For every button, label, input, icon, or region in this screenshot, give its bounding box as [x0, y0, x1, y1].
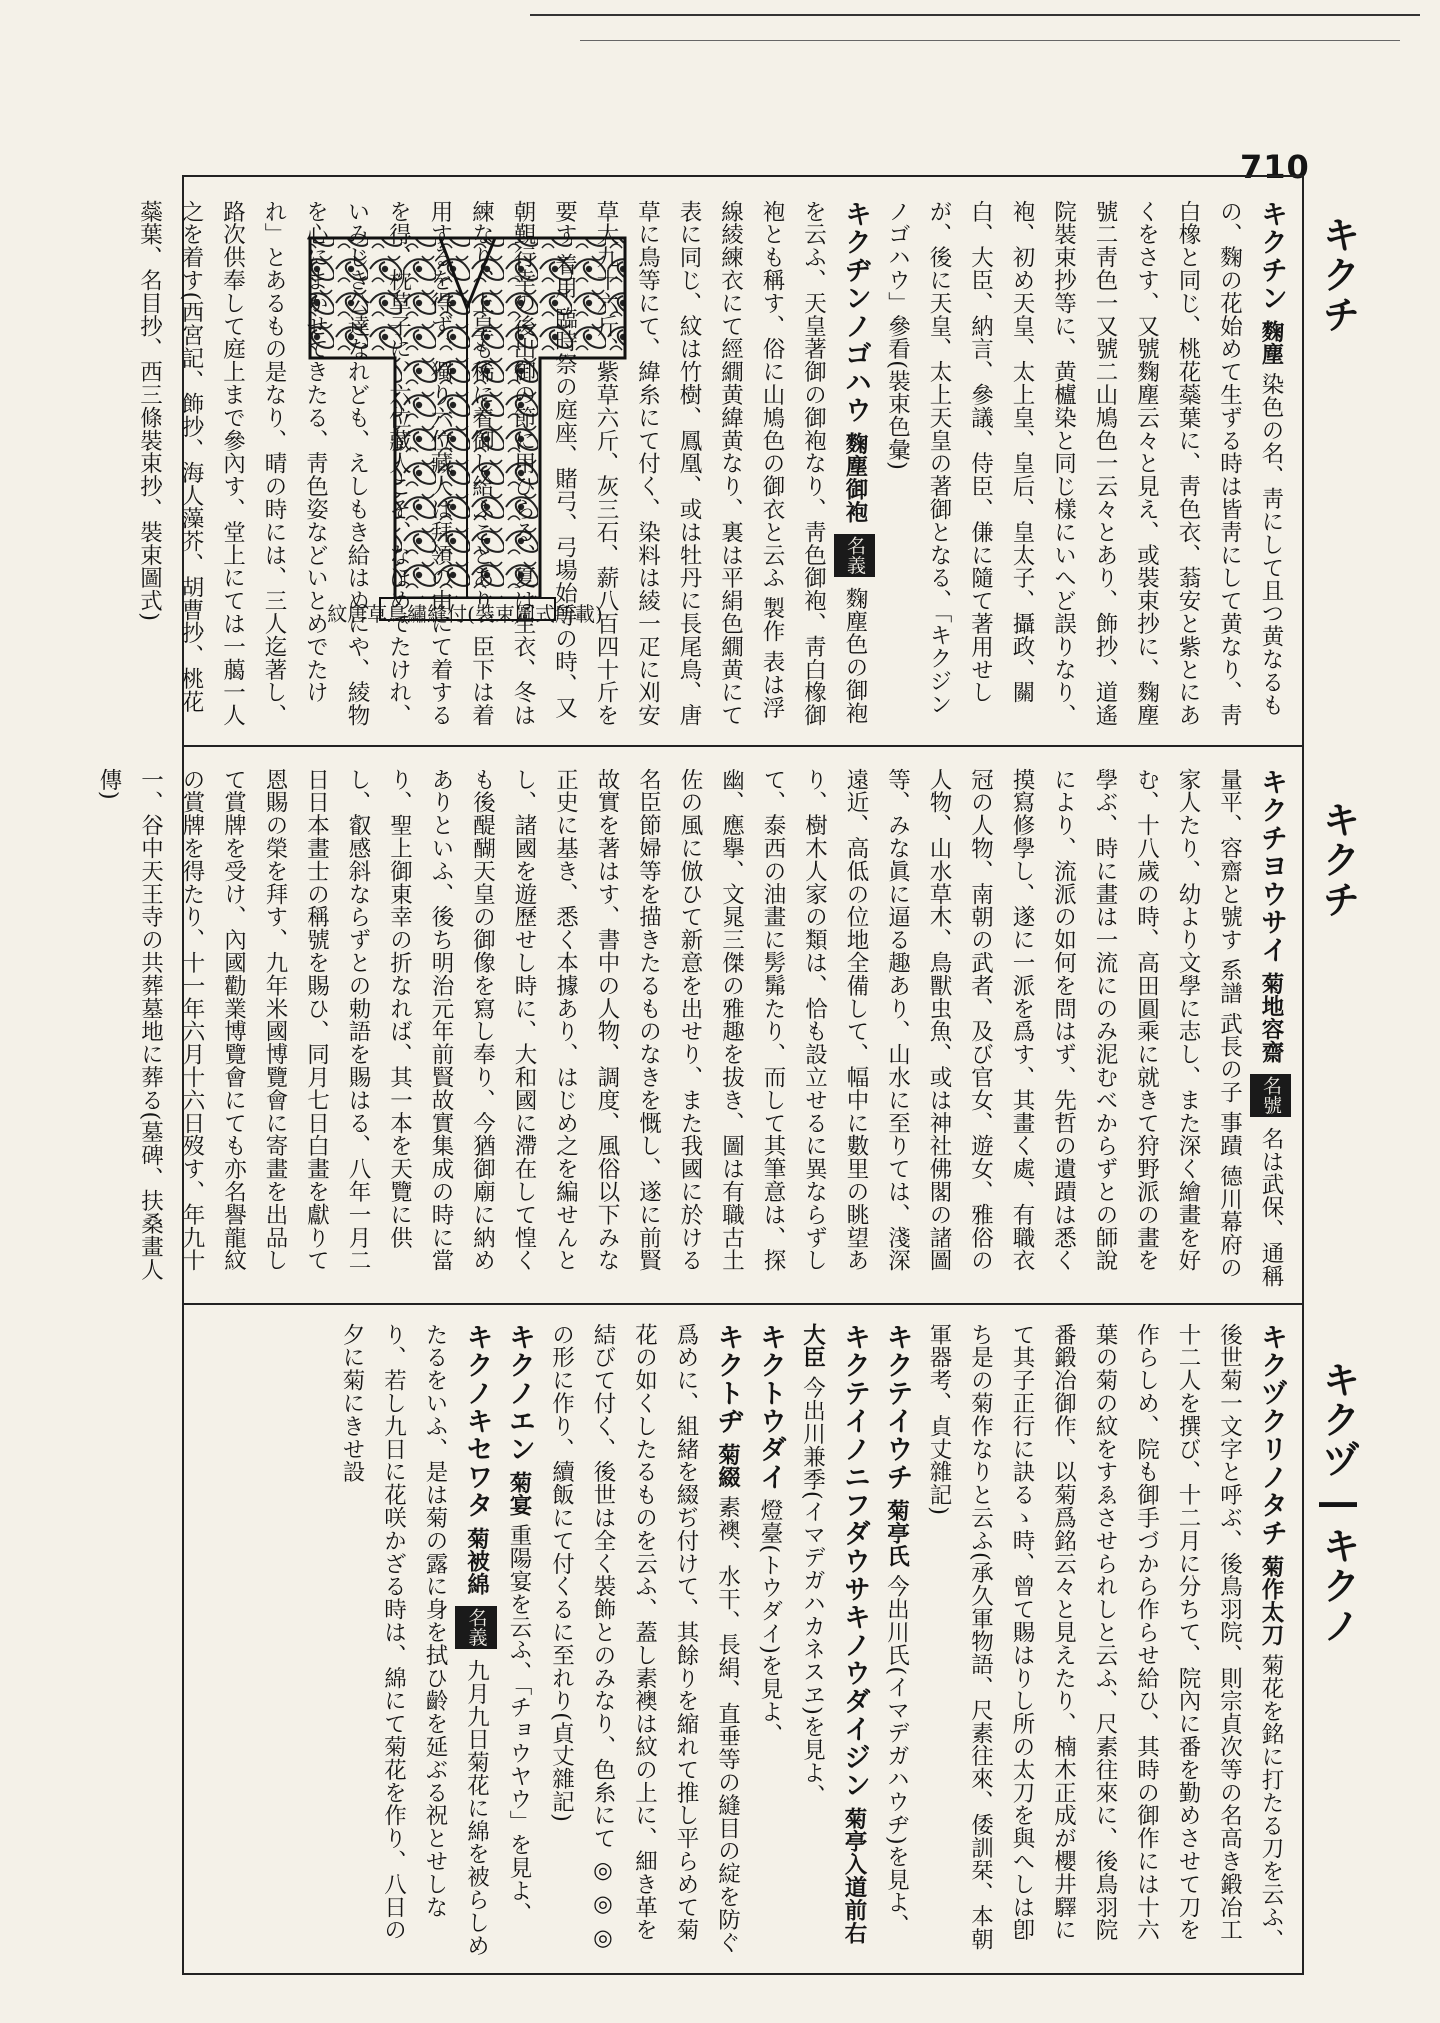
entry-kanji: 菊宴: [506, 1470, 532, 1517]
entry-kanji: 菊亭入道前右大臣: [799, 1323, 867, 1944]
entry-kanji: 菊作太刀: [1258, 1554, 1284, 1647]
entry-kikutoudai: [749, 1323, 792, 1963]
entry-body: 名は武保、通稱量平、容齋と號す 系譜 武長の子 事蹟 德川幕府の家人たり、幼より文學に志し、また深く繪畫を好む、十八歲の時、高田圓乘に就きて狩野派の畫を學ぶ、時に畫は一流にのみ泥むべからずとの師說により、流派の如何を問はず、先哲の遺蹟は悉く摸寫修學し、遂に一派を爲す、其畫く處、有職衣冠の人物、南朝の武者、及び官女、遊女、雅俗の人物、山水草木、鳥獸虫魚、或は神社佛閣の諸圖等、みな眞に逼る趣あり、山水に至りては、淺深遠近、高低の位地全備して、幅中に數里の眺望あり、樹木人家の類は、恰も設立せるに異ならずして、泰西の油畫に髣髴たり、而して其筆意は、探幽、應擧、文晁三傑の雅趣を拔き、圖は有職古土佐の風に倣ひて新意を出せり、また我國に於ける名臣節婦等を描きたるものなきを慨し、遂に前賢故實を著はす、書中の人物、調度、風俗以下みな正史に基き、悉く本據あり、はじめ之を編せんとし、諸國を遊歷せし時に、大和國に滯在して惶くも後醍醐天皇の御像を寫し奉り、今猶御廟に納めありといふ、後ち明治元年前賢故實集成の時に當り、聖上御東幸の折なれば、其一本を天覽に供し、叡感斜ならずとの勅語を賜はる、八年一月二日日本畫士の稱號を賜ひ、同月七日白畫を獻りて恩賜の榮を拜す、九年米國博覽會に寄畫を出品して賞牌を受け、內國勸業博覽會にても亦名譽龍紋の賞牌を得たり、十一年六月十六日歿す、年九十一、谷中天王寺の共葬墓地に葬る(墓碑、扶桑畫人傳): [96, 768, 1284, 1288]
entry-body: 染色の名、靑にして且つ黄なるもの、麴の花始めて生ずる時は皆靑にして黄なり、靑白橡と同じ、桃花蘂葉に、靑色衣、蓊安と紫とにあくをさす、又號麴塵云々と見え、或裝束抄に、麴塵號二靑色一又號二山鳩色一云々とあり、飾抄、道遙院裝束抄等に、黄櫨染と同じ樣にいへど誤りなり、袍、初め天皇、太上皇、皇后、皇太子、攝政、關白、大臣、納言、參議、侍臣、傔に隨て著用せしが、後に天皇、太上天皇の著御となる、「キクジンノゴハウ」參看(裝束色彙): [884, 200, 1284, 727]
entry-kanji: 菊被綿: [463, 1526, 490, 1596]
entry-body: 燈臺(トウダイ)を見よ、: [757, 1498, 783, 1746]
entry-heading: キクヅクリノタチ: [1256, 1323, 1287, 1547]
entry-tag: 名義: [455, 1606, 497, 1649]
section-2-text: [96, 768, 1292, 1290]
entry-heading: キクチン: [1256, 200, 1287, 312]
entry-kikuchi-yousai: [88, 768, 1293, 1290]
running-head-2: キクチ: [1316, 800, 1360, 920]
entry-tag: 名號: [1250, 1074, 1292, 1117]
entry-heading: キクチヨウサイ: [1256, 768, 1287, 964]
entry-body: 今出川兼季(イマデガハカネスヱ)を見よ、: [799, 1376, 826, 1807]
entry-heading: キクトウダイ: [755, 1323, 786, 1491]
entry-kikuzukuri-no-tachi: [918, 1323, 1293, 1963]
entry-tag: 名義: [834, 534, 876, 577]
entry-kikuchin: [876, 200, 1292, 730]
running-head-1: キクチ: [1316, 215, 1360, 335]
entry-kanji: 麴塵: [1258, 319, 1284, 366]
running-head-3: キクヅ―キクノ: [1316, 1360, 1360, 1646]
entry-kikunoen: [498, 1323, 541, 1963]
entry-kanji: 菊地容齋: [1258, 971, 1284, 1064]
entry-body: 今出川氏(イマデガハウヂ)を見よ、: [883, 1574, 910, 1937]
entry-kanji: 麴塵御袍: [842, 431, 868, 524]
entry-kikutei-nyuudou: [791, 1323, 875, 1963]
entry-kikutei-uchi: [875, 1323, 918, 1963]
entry-kikunokisewata: [331, 1323, 498, 1963]
section-divider: [182, 1303, 1304, 1305]
entry-heading: キクテイノニフダウサキノウダイジン: [839, 1323, 870, 1799]
section-3-text: [196, 1323, 1292, 1963]
entry-body: 九月九日菊花に綿を被らしめたるをいふ、是は菊の露に身を拭ひ齡を延ぶる祝とせしなり、若し九日に花咲かざる時は、綿にて菊花を作り、八日の夕に菊にきせ設: [339, 1323, 490, 1957]
entry-body: 素襖、水干、長絹、直垂等の縫目の綻を防ぐ爲めに、組緒を綴ぢ付けて、其餘りを縮れて推し平らめて菊花の如くしたるものを云ふ、蓋し素襖は紋の上に、細き革を結びて付く、後世は全く裝飾とのみなり、色糸にて ◎ ◎ ◎ の形に作り、續飯にて付くるに至れり(貞丈雜記): [548, 1323, 741, 1954]
entry-kanji: 菊亭氏: [883, 1498, 910, 1568]
entry-body: 麴塵色の御袍を云ふ、天皇著御の御袍なり、靑色御袍、靑白橡御袍とも稱す、俗に山鳩色の御衣と云ふ 製作 表は浮線綾練衣にて經繝黄緯黄なり、裏は平絹色繝黄にて表に同じ、紋は竹樹、鳳凰、或は牡丹に長尾鳥、唐草に鳥等にて、緯糸にて付く、染料は綾一疋に刈安草大九十六斤、紫草六斤、灰三石、薪八百四十斤を要す 着用 臨時祭の庭座、賭弓、弓場始等の時、又朝覲行幸の後出御の節に用ひらる、夏は生衣、冬は練なり、上皇も稀に着御し給ふことあり、臣下は着用するを得ず、獨り六位藏人は拜領の由にて着するを得、枕草子に、六位藏人こそ、なほめでたけれ、いみじき公達なれども、えしもき給はぬにや、綾物を心にまかせてきたる、靑色姿などいとめでたけれ」とあるもの是なり、晴の時には、三人迄著し、路次供奉して庭上まで參內す、堂上にては一﨟一人之を着す(西宮記、飾抄、海人藻芥、胡曹抄、桃花蘂葉、名目抄、西三條裝束抄、裝束圖式): [136, 200, 868, 727]
top-rule: [530, 14, 1420, 16]
entry-heading: キクノエン: [504, 1323, 535, 1463]
entry-heading: キクテイウチ: [881, 1323, 913, 1491]
entry-heading: キクノキセワタ: [461, 1323, 493, 1519]
entry-heading: キクトヂ: [712, 1323, 744, 1435]
entry-kanji: 菊綴: [714, 1442, 741, 1489]
entry-kikutoji: [540, 1323, 749, 1963]
entry-kikuchin-no-gohau: [128, 200, 876, 730]
entry-heading: キクヂンノゴハウ: [840, 200, 871, 424]
section-divider: [182, 745, 1304, 747]
entry-body: 菊花を銘に打たる刀を云ふ、後世菊一文字と呼ぶ、後鳥羽院、則宗貞次等の名高き鍛冶工十二人を撰び、十二月に分ちて、院內に番を勤めさせて刀を作らしめ、院も御手づから作らせ給ひ、其時の御作には十六葉の菊の紋をすゑさせられしと云ふ、尺素往來に、後鳥羽院番鍛冶御作、以菊爲銘云々と見えたり、楠木正成が櫻井驛にて其子正行に訣るゝ時、曾て賜はりし所の太刀を與へしは卽ち是の菊作なりと云ふ(承久軍物語、尺素往來、倭訓栞、本朝軍器考、貞丈雜記): [926, 1323, 1284, 1952]
page-number: 710: [1240, 148, 1310, 186]
figure-caption: 紋唐草鳥繡縫付(裝束圖式所載): [327, 602, 603, 626]
entry-body: 重陽宴を云ふ、「チョウヤウ」を見よ、: [506, 1523, 532, 1925]
top-rule-secondary: [580, 40, 1400, 41]
